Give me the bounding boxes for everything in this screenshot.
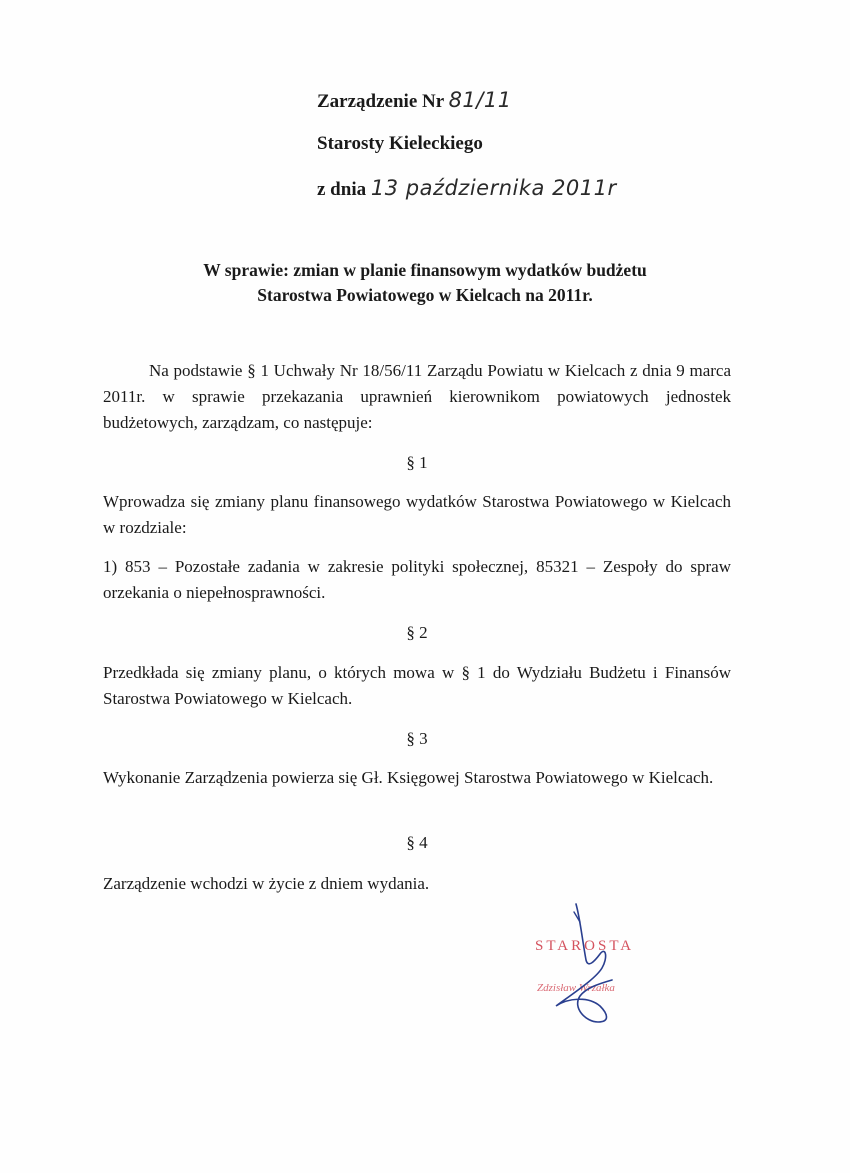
subject-line-2: Starostwa Powiatowego w Kielcach na 2011r.	[257, 285, 593, 305]
decree-title	[317, 88, 512, 113]
decree-date-prefix: z dnia	[317, 179, 367, 200]
section-2-mark: § 2	[406, 623, 428, 642]
section-1-mark: § 1	[406, 453, 428, 472]
section-4-paragraph: Zarządzenie wchodzi w życie z dniem wydania.	[103, 874, 430, 893]
decree-subject	[100, 258, 750, 308]
decree-issuer: Starosty Kieleckiego	[317, 133, 483, 154]
decree-date	[317, 176, 617, 201]
section-1-list-item: 1) 853 – Pozostałe zadania w zakresie polityki społecznej, 85321 – Zespoły do spraw orzekania o niepełnosprawności.	[103, 557, 731, 602]
preamble-paragraph: Na podstawie § 1 Uchwały Nr 18/56/11 Zarządu Powiatu w Kielcach z dnia 9 marca 2011r. w sprawie przekazania uprawnień kierownikom powiatowych jednostek budżetowych, zarządzam, co następuje:	[103, 361, 731, 432]
section-4-mark: § 4	[406, 833, 428, 852]
stamp-name: Zdzisław Wrzałka	[537, 982, 615, 994]
handwritten-signature	[528, 898, 658, 1028]
section-2-paragraph: Przedkłada się zmiany planu, o których mowa w § 1 do Wydziału Budżetu i Finansów Starostwa Powiatowego w Kielcach.	[103, 663, 731, 708]
subject-line-1: W sprawie: zmian w planie finansowym wydatków budżetu	[203, 260, 647, 280]
section-1-paragraph: Wprowadza się zmiany planu finansowego wydatków Starostwa Powiatowego w Kielcach w rozdziale:	[103, 492, 731, 537]
stamp-title: STAROSTA	[535, 938, 635, 954]
section-3-mark: § 3	[406, 729, 428, 748]
section-3-paragraph: Wykonanie Zarządzenia powierza się Gł. Księgowej Starostwa Powiatowego w Kielcach.	[103, 768, 714, 787]
decree-title-prefix: Zarządzenie Nr	[317, 91, 444, 112]
decree-date-handwritten: 13 października 2011r	[370, 176, 617, 200]
decree-number-handwritten: 81/11	[448, 88, 512, 112]
